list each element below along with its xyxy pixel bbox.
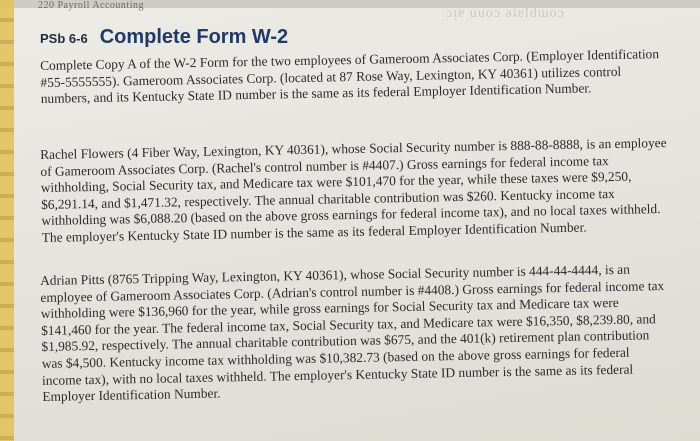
watermark: ɔᴉɐ uuoɔ ǝʇɐldɯoɔ xyxy=(446,6,565,21)
problem-heading xyxy=(40,26,288,49)
binding-tabs xyxy=(0,0,14,441)
paragraph-adrian-pitts: Adrian Pitts (8765 Tripping Way, Lexington, KY 40361), whose Social Security number is 444-44-4444, is an employee of Gameroom Associates Corp. (Adrian's control number is #4408.) Gross earnings for federal income tax withholding were $136,960 for the year, while gross earnings for Social Security tax and Medicare tax were $141,460 for the year. The federal income tax, Social Security tax, and Medicare tax were $16,350, $8,239.80, and $1,985.92, respectively. The annual charitable contribution was $675, and the 401(k) retirement plan contribution was $4,500. Kentucky income tax withholding was $10,382.73 (based on the above gross earnings for federal income tax), with no local taxes withheld. The employer's Kentucky State ID number is the same as its federal Employer Identification Number. xyxy=(40,261,665,405)
paragraph-instructions: Complete Copy A of the W-2 Form for the two employees of Gameroom Associates Corp. (Employer Identification #55-5555555). Gameroom Associates Corp. (located at 87 Rose Way, Lexington, KY 40361) utilizes control numbers, and its Kentucky State ID number is the same as its federal Employer Identification Number. xyxy=(40,46,660,107)
running-header: 220 Payroll Accounting xyxy=(38,0,144,11)
problem-title: Complete Form W-2 xyxy=(99,26,289,48)
problem-code: PSb 6-6 xyxy=(40,31,88,46)
paragraph-rachel-flowers: Rachel Flowers (4 Fiber Way, Lexington, KY 40361), whose Social Security number is 888-88-8888, is an employee of Gameroom Associates Corp. (Rachel's control number is #4407.) Gross earnings for federal income tax withholding, Social Security tax, and Medicare tax were $101,470 for the year, while these taxes were $9,250, $6,291.14, and $1,471.32, respectively. The annual charitable contribution was $260. Kentucky income tax withholding was $6,088.20 (based on the above gross earnings for federal income tax), and no local taxes withheld. The employer's Kentucky State ID number is the same as its federal Employer Identification Number. xyxy=(40,134,667,245)
